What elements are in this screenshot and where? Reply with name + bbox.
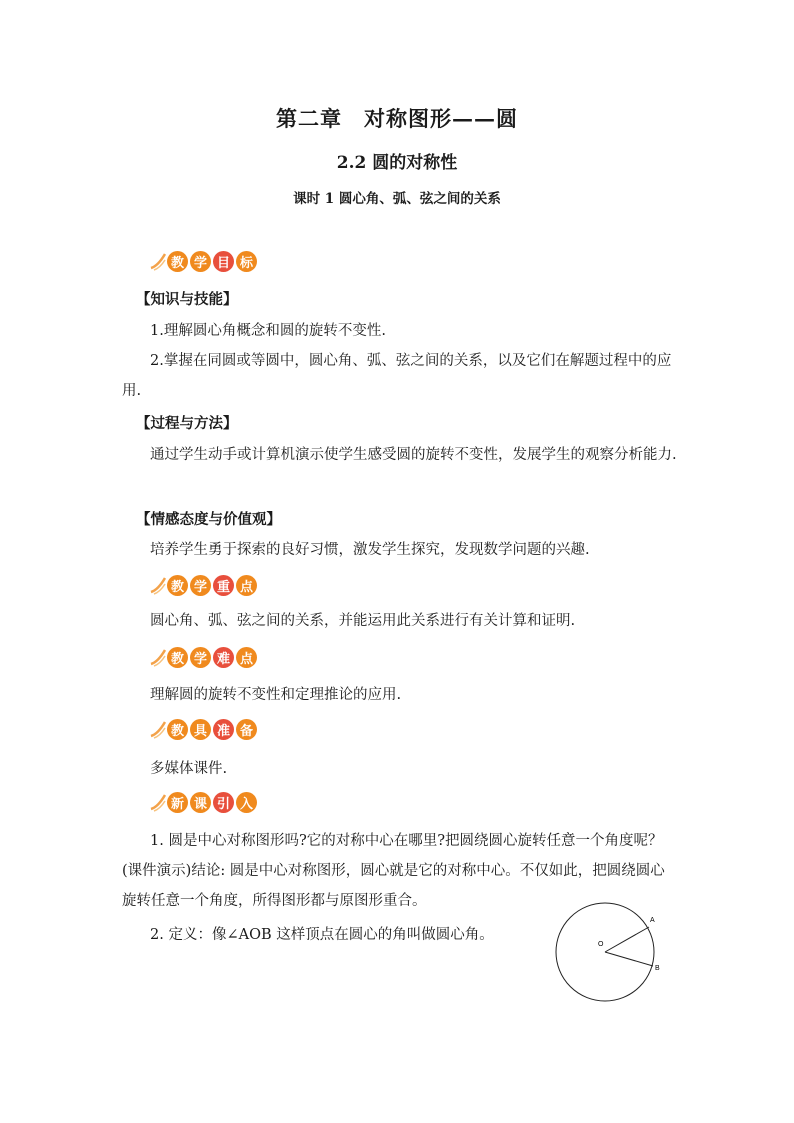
label-a: A — [650, 917, 655, 924]
swoosh-icon — [150, 718, 166, 740]
badge-char: 备 — [236, 719, 257, 740]
badge-goals — [150, 249, 259, 273]
tools-text: 多媒体课件. — [150, 761, 228, 777]
badge-char: 目 — [213, 251, 234, 272]
swoosh-icon — [150, 791, 166, 813]
knowledge-heading: 【知识与技能】 — [136, 291, 238, 308]
badge-char: 学 — [190, 251, 211, 272]
process-text: 通过学生动手或计算机演示使学生感受圆的旋转不变性，发展学生的观察分析能力. — [150, 447, 677, 463]
lesson-title: 课时 1 圆心角、弧、弦之间的关系 — [293, 191, 501, 207]
badge-char: 准 — [213, 719, 234, 740]
badge-char: 学 — [190, 647, 211, 668]
badge-char: 入 — [236, 792, 257, 813]
knowledge-item-1: 1.理解圆心角概念和圆的旋转不变性. — [150, 323, 386, 339]
badge-difficulties — [150, 645, 259, 669]
swoosh-icon — [150, 250, 166, 272]
radius-oa — [605, 927, 649, 952]
process-heading: 【过程与方法】 — [136, 415, 238, 432]
badge-intro — [150, 790, 259, 814]
label-o: O — [598, 941, 604, 948]
attitude-text: 培养学生勇于探索的良好习惯，激发学生探究，发现数学问题的兴趣. — [150, 542, 590, 558]
badge-char: 点 — [236, 575, 257, 596]
badge-char: 教 — [167, 719, 188, 740]
section-title: 2.2 圆的对称性 — [336, 153, 458, 173]
intro-item-2: 2. 定义：像∠AOB 这样顶点在圆心的角叫做圆心角。 — [150, 927, 494, 943]
badge-char: 标 — [236, 251, 257, 272]
intro-item-1: 1. 圆是中心对称图形吗?它的对称中心在哪里?把圆绕圆心旋转任意一个角度呢？(课件演示)结论: 圆是中心对称图形，圆心就是它的对称中心。不仅如此，把圆绕圆心旋转任意一个角度，所得图形都与原图形重合。 — [122, 833, 665, 909]
difficulties-text: 理解圆的旋转不变性和定理推论的应用. — [150, 687, 402, 703]
badge-keypoints — [150, 573, 259, 597]
badge-char: 教 — [167, 647, 188, 668]
swoosh-icon — [150, 574, 166, 596]
badge-char: 引 — [213, 792, 234, 813]
badge-char: 教 — [167, 575, 188, 596]
chapter-title: 第二章 对称图形——圆 — [276, 106, 518, 131]
badge-tools — [150, 717, 259, 741]
badge-char: 难 — [213, 647, 234, 668]
knowledge-item-2: 2.掌握在同圆或等圆中，圆心角、弧、弦之间的关系，以及它们在解题过程中的应用. — [122, 353, 672, 399]
keypoints-text: 圆心角、弧、弦之间的关系，并能运用此关系进行有关计算和证明. — [150, 613, 576, 629]
label-b: B — [655, 965, 660, 972]
badge-char: 学 — [190, 575, 211, 596]
badge-char: 重 — [213, 575, 234, 596]
radius-ob — [605, 952, 653, 966]
badge-char: 点 — [236, 647, 257, 668]
badge-char: 具 — [190, 719, 211, 740]
badge-char: 课 — [190, 792, 211, 813]
badge-char: 教 — [167, 251, 188, 272]
central-angle-figure — [553, 900, 669, 1006]
swoosh-icon — [150, 646, 166, 668]
badge-char: 新 — [167, 792, 188, 813]
attitude-heading: 【情感态度与价值观】 — [136, 511, 281, 528]
